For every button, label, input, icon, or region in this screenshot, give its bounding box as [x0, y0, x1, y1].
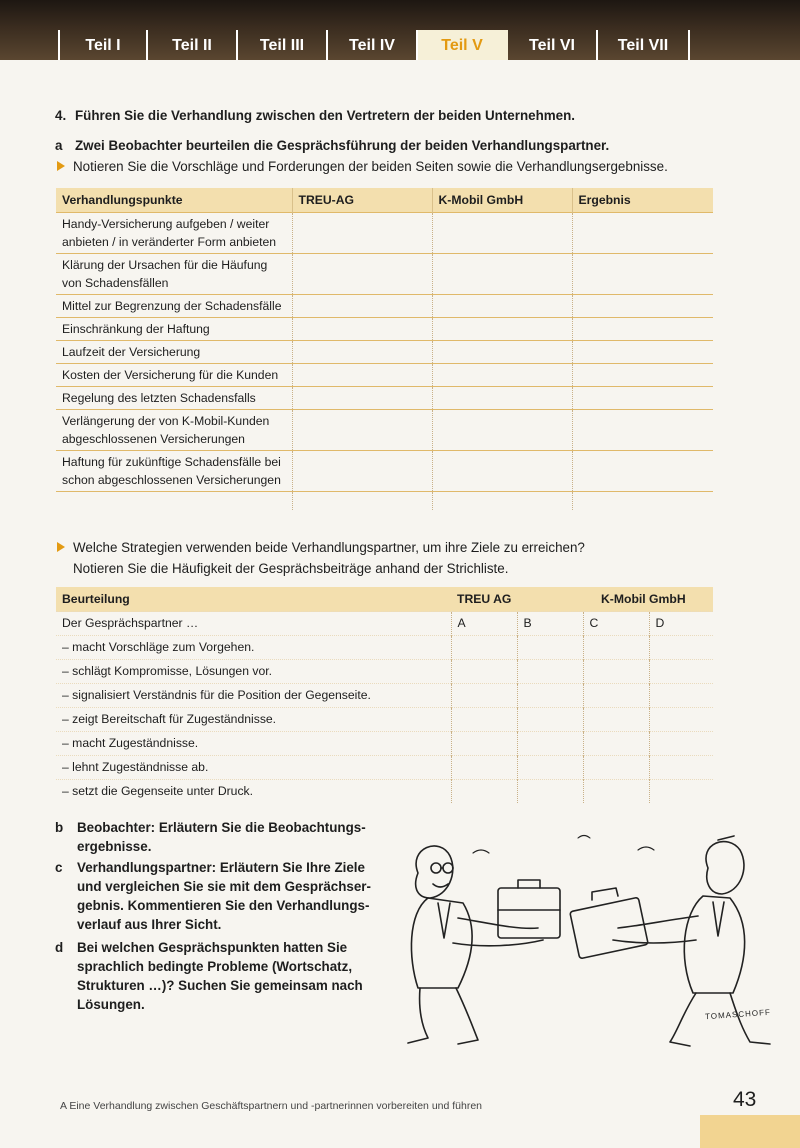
tally-cell[interactable] — [583, 732, 649, 756]
entry-cell[interactable] — [292, 451, 432, 492]
entry-cell[interactable] — [432, 410, 572, 451]
tally-cell[interactable] — [451, 732, 517, 756]
tally-cell[interactable] — [451, 708, 517, 732]
task-4-number: 4. — [55, 108, 67, 123]
column-header: K-Mobil GmbH — [432, 188, 572, 213]
table-header-row — [56, 188, 713, 213]
task-c — [55, 858, 385, 934]
task-d-letter: d — [55, 940, 64, 955]
task-d — [55, 938, 385, 1014]
row-label: Laufzeit der Versicherung — [56, 341, 292, 364]
column-header: K-Mobil GmbH — [583, 587, 713, 612]
table-row — [56, 295, 713, 318]
table-row — [56, 254, 713, 295]
table-row — [56, 451, 713, 492]
entry-cell[interactable] — [432, 254, 572, 295]
entry-cell[interactable] — [432, 213, 572, 254]
tally-cell[interactable] — [583, 684, 649, 708]
column-header: TREU AG — [451, 587, 583, 612]
row-label — [56, 410, 292, 451]
table-row — [56, 708, 713, 732]
row-label-line: Haftung für zukünftige Schadensfälle bei — [62, 455, 281, 469]
table-row — [56, 660, 713, 684]
entry-cell[interactable] — [432, 295, 572, 318]
column-header: Beurteilung — [56, 587, 451, 612]
tally-cell[interactable] — [649, 684, 713, 708]
table-header-row — [56, 587, 713, 612]
entry-cell[interactable] — [572, 318, 713, 341]
task-a-letter: a — [55, 138, 63, 153]
negotiation-points-table — [56, 188, 713, 510]
table-row — [56, 364, 713, 387]
row-label-line: Verlängerung der von K-Mobil-Kunden — [62, 414, 270, 428]
left-man-figure — [408, 846, 543, 1044]
entry-cell[interactable] — [292, 387, 432, 410]
row-label: Einschränkung der Haftung — [56, 318, 292, 341]
row-label: Mittel zur Begrenzung der Schadensfälle — [56, 295, 292, 318]
entry-cell[interactable] — [292, 318, 432, 341]
row-label — [56, 451, 292, 492]
row-label-line: schon abgeschlossenen Versicherungen — [62, 473, 281, 487]
table-row — [56, 213, 713, 254]
strategy-tally-table — [56, 587, 713, 803]
page-number: 43 — [733, 1088, 757, 1111]
entry-cell[interactable] — [572, 213, 713, 254]
tally-cell[interactable] — [583, 780, 649, 804]
entry-cell[interactable] — [432, 318, 572, 341]
row-label: – schlägt Kompromisse, Lösungen vor. — [56, 660, 451, 684]
column-header: TREU-AG — [292, 188, 432, 213]
strategies-instruction: Notieren Sie die Häufigkeit der Gesprächsbeiträge anhand der Strichliste. — [73, 561, 509, 576]
task-c-line: verlauf aus Ihrer Sicht. — [77, 917, 222, 932]
cartoon-signature: TOMASCHOFF — [704, 1007, 772, 1022]
entry-cell[interactable] — [432, 341, 572, 364]
task-4-title: Führen Sie die Verhandlung zwischen den Vertretern der beiden Unternehmen. — [75, 108, 576, 123]
row-label — [56, 254, 292, 295]
entry-cell[interactable] — [572, 451, 713, 492]
task-c-line: und vergleichen Sie sie mit dem Gesprächser- — [77, 879, 371, 894]
tally-cell[interactable] — [517, 708, 583, 732]
table-row — [56, 732, 713, 756]
entry-cell[interactable] — [432, 451, 572, 492]
task-d-text — [77, 938, 385, 1014]
briefcase-left-icon — [498, 880, 560, 938]
tally-cell[interactable] — [583, 708, 649, 732]
row-label-line: anbieten / in veränderter Form anbieten — [62, 235, 277, 249]
task-a-title: Zwei Beobachter beurteilen die Gesprächsführung der beiden Verhandlungspartner. — [75, 138, 610, 153]
entry-cell[interactable] — [572, 341, 713, 364]
row-label: – macht Zugeständnisse. — [56, 732, 451, 756]
tally-cell[interactable] — [517, 660, 583, 684]
column-header: Verhandlungspunkte — [56, 188, 292, 213]
entry-cell[interactable] — [572, 387, 713, 410]
table-row — [56, 387, 713, 410]
entry-cell[interactable] — [292, 213, 432, 254]
tab-teil-5[interactable]: Teil V — [418, 30, 508, 60]
tally-cell[interactable] — [649, 660, 713, 684]
task-d-line: Bei welchen Gesprächspunkten hatten Sie — [77, 940, 348, 955]
row-label-line: von Schadensfällen — [62, 276, 169, 290]
entry-cell[interactable] — [572, 364, 713, 387]
table-row-empty — [56, 492, 713, 511]
tally-cell[interactable] — [517, 732, 583, 756]
table-row — [56, 612, 713, 636]
table-row — [56, 341, 713, 364]
row-label: – signalisiert Verständnis für die Position der Gegenseite. — [56, 684, 451, 708]
tally-cell[interactable] — [649, 708, 713, 732]
strategies-question-text: Welche Strategien verwenden beide Verhandlungspartner, um ihre Ziele zu erreichen? — [73, 540, 585, 555]
tab-teil-3[interactable]: Teil III — [238, 30, 328, 60]
observer-column-label: C — [583, 612, 649, 636]
tally-cell[interactable] — [451, 684, 517, 708]
tally-cell[interactable] — [517, 780, 583, 804]
briefcase-right-icon — [570, 888, 648, 959]
triangle-bullet-icon — [57, 161, 65, 171]
entry-cell[interactable] — [292, 295, 432, 318]
tally-cell[interactable] — [649, 732, 713, 756]
task-c-line: Verhandlungspartner: Erläutern Sie Ihre Ziele — [77, 860, 365, 875]
entry-cell[interactable] — [292, 254, 432, 295]
empty-cell — [56, 492, 292, 511]
observer-column-label: A — [451, 612, 517, 636]
entry-cell[interactable] — [292, 410, 432, 451]
observer-column-label: B — [517, 612, 583, 636]
table-row — [56, 410, 713, 451]
row-label-line: Handy-Versicherung aufgeben / weiter — [62, 217, 270, 231]
task-b-line: ergebnisse. — [77, 839, 152, 854]
entry-cell[interactable] — [292, 341, 432, 364]
tally-cell[interactable] — [451, 660, 517, 684]
tug-of-war-cartoon — [378, 818, 798, 1058]
page-number-tab — [700, 1115, 800, 1148]
task-d-line: sprachlich bedingte Probleme (Wortschatz, — [77, 959, 353, 974]
tally-cell[interactable] — [583, 660, 649, 684]
entry-cell[interactable] — [432, 387, 572, 410]
task-4-heading — [55, 108, 575, 123]
row-label: Regelung des letzten Schadensfalls — [56, 387, 292, 410]
tab-teil-7[interactable]: Teil VII — [598, 30, 690, 60]
tab-teil-6[interactable]: Teil VI — [508, 30, 598, 60]
observer-column-label: D — [649, 612, 713, 636]
row-label-line: abgeschlossenen Versicherungen — [62, 432, 245, 446]
tally-cell[interactable] — [517, 684, 583, 708]
table-row — [56, 780, 713, 804]
table-row — [56, 318, 713, 341]
strategies-question — [55, 540, 585, 555]
task-c-letter: c — [55, 860, 63, 875]
task-d-line: Lösungen. — [77, 997, 145, 1012]
tab-teil-2[interactable]: Teil II — [148, 30, 238, 60]
page-footer: A Eine Verhandlung zwischen Geschäftspartnern und -partnerinnen vorbereiten und führen — [60, 1100, 483, 1112]
table-row — [56, 684, 713, 708]
tally-cell[interactable] — [517, 756, 583, 780]
tally-cell[interactable] — [451, 756, 517, 780]
tally-cell[interactable] — [649, 636, 713, 660]
entry-cell[interactable] — [572, 254, 713, 295]
tally-cell[interactable] — [649, 780, 713, 804]
task-c-line: gebnis. Kommentieren Sie den Verhandlungs- — [77, 898, 370, 913]
task-b-line: Beobachter: Erläutern Sie die Beobachtungs- — [77, 820, 366, 835]
row-label — [56, 213, 292, 254]
tally-cell[interactable] — [517, 636, 583, 660]
task-d-line: Strukturen …)? Suchen Sie gemeinsam nach — [77, 978, 363, 993]
entry-cell[interactable] — [572, 492, 713, 511]
tab-teil-1[interactable]: Teil I — [58, 30, 148, 60]
tally-cell[interactable] — [583, 636, 649, 660]
row-label-line: Klärung der Ursachen für die Häufung — [62, 258, 268, 272]
row-label: – macht Vorschläge zum Vorgehen. — [56, 636, 451, 660]
row-label: – zeigt Bereitschaft für Zugeständnisse. — [56, 708, 451, 732]
entry-cell[interactable] — [292, 492, 432, 511]
tally-cell[interactable] — [583, 756, 649, 780]
table-row — [56, 636, 713, 660]
entry-cell[interactable] — [572, 295, 713, 318]
task-a-heading — [55, 138, 609, 153]
tally-cell[interactable] — [451, 780, 517, 804]
entry-cell[interactable] — [432, 364, 572, 387]
tally-cell[interactable] — [451, 636, 517, 660]
row-label: – lehnt Zugeständnisse ab. — [56, 756, 451, 780]
task-b-letter: b — [55, 820, 64, 835]
row-label: Kosten der Versicherung für die Kunden — [56, 364, 292, 387]
entry-cell[interactable] — [572, 410, 713, 451]
task-a-instruction — [55, 159, 668, 174]
task-b — [55, 818, 385, 856]
entry-cell[interactable] — [432, 492, 572, 511]
triangle-bullet-icon — [57, 542, 65, 552]
tab-teil-4[interactable]: Teil IV — [328, 30, 418, 60]
task-c-text — [77, 858, 385, 934]
tally-cell[interactable] — [649, 756, 713, 780]
entry-cell[interactable] — [292, 364, 432, 387]
column-header: Ergebnis — [572, 188, 713, 213]
row-label: Der Gesprächspartner … — [56, 612, 451, 636]
row-label: – setzt die Gegenseite unter Druck. — [56, 780, 451, 804]
task-b-text — [77, 818, 385, 856]
table-row — [56, 756, 713, 780]
task-a-instruction-text: Notieren Sie die Vorschläge und Forderungen der beiden Seiten sowie die Verhandlungsergebnisse. — [73, 159, 668, 174]
